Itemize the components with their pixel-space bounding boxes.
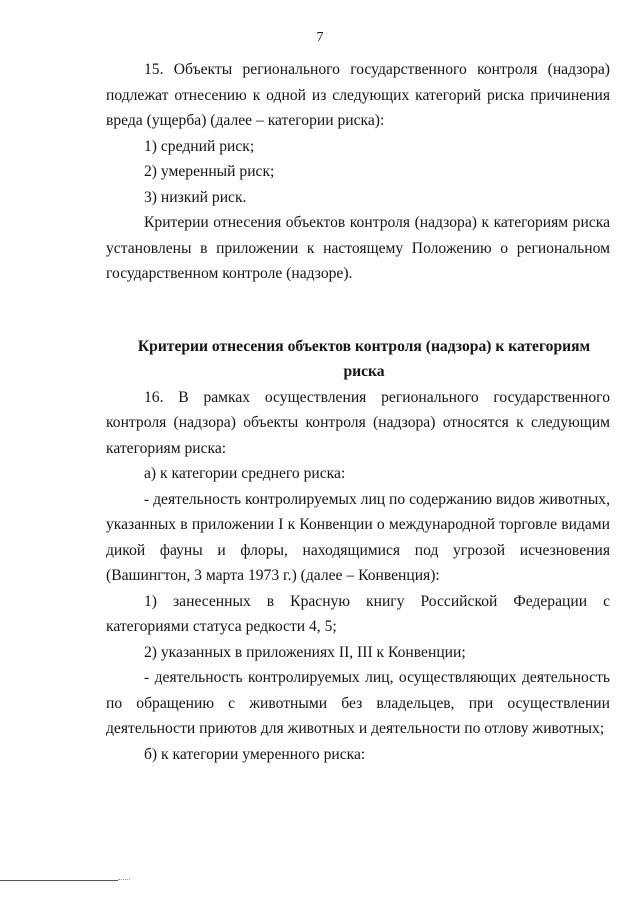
list-item-moderate-risk: 2) умеренный риск; [144,163,275,180]
footer-rule-dotted [118,879,130,880]
list-item-appendices-ii-iii: 2) указанных в приложениях II, III к Конвенции; [144,643,466,661]
section-heading: Критерии отнесения объектов контроля (надзора) к категориям риска [137,337,591,380]
paragraph-criteria-reference: Критерии отнесения объектов контроля (надзора) к категориям риска установлены в приложении к настоящему Положению о региональном государственном контроле (надзоре). [106,214,610,282]
list-item-a-medium: а) к категории среднего риска: [144,465,346,482]
list-item-b-moderate: б) к категории умеренного риска: [144,745,366,763]
paragraph-15-intro: 15. Объекты регионального государственного контроля (надзора) подлежат отнесению к одной из следующих категорий риска причинения вреда (ущерба) (далее – категории риска): [106,61,610,129]
page-number: 7 [316,30,324,45]
paragraph-stray-animals: - деятельность контролируемых лиц, осуществляющих деятельность по обращению с животными без владельцев, при осуществлении деятельности приютов для животных и деятельности по отлову животных; [106,669,610,737]
list-item-medium-risk: 1) средний риск; [144,137,255,155]
footer-rule [0,880,118,881]
list-item-red-book: 1) занесенных в Красную книгу Российской Федерации с категориями статуса редкости 4, 5; [106,592,610,635]
list-item-low-risk: 3) низкий риск. [144,188,247,206]
paragraph-activity-appendix-i: - деятельность контролируемых лиц по содержанию видов животных, указанных в приложении I к Конвенции о международной торговле видами дикой фауны и флоры, находящимися под угрозой исчезновения (Вашингтон, 3 марта 1973 г.) (далее – Конвенция): [106,490,610,584]
document-body [106,57,610,767]
paragraph-16-intro: 16. В рамках осуществления регионального государственного контроля (надзора) объекты контроля (надзора) относятся к следующим категориям риска: [106,388,610,457]
section-spacer [106,287,610,334]
